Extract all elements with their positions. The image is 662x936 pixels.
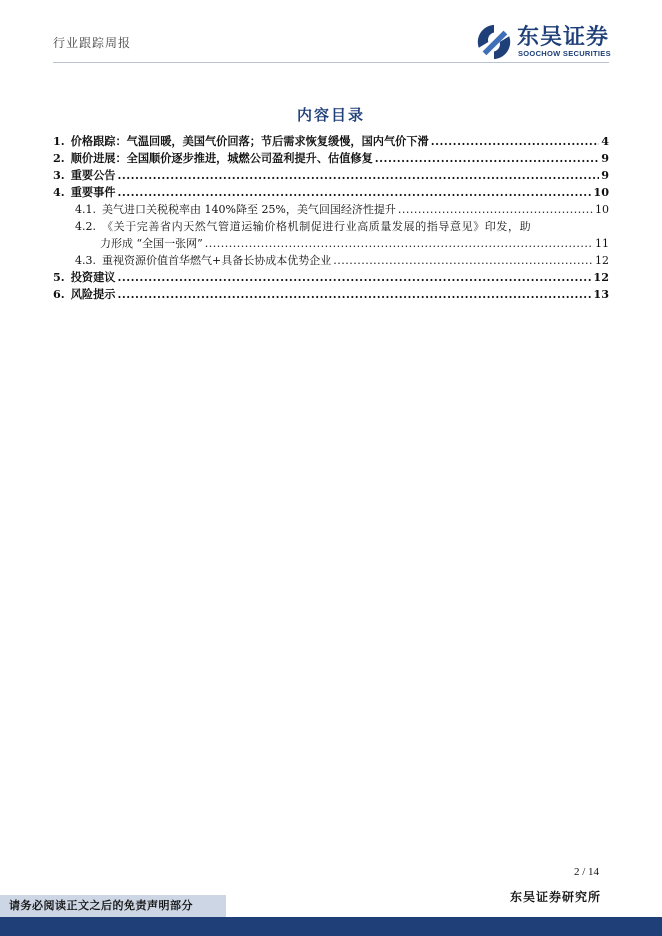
- disclaimer-notice: 请务必阅读正文之后的免责声明部分: [0, 895, 226, 917]
- brand-name-cn: 东吴证券: [517, 25, 610, 50]
- footer-bar: [0, 917, 662, 936]
- toc-entry[interactable]: [53, 150, 609, 167]
- toc-entry-number: 6.: [53, 287, 65, 301]
- toc-entry-page: 9: [601, 168, 609, 182]
- toc-leader-dots: [117, 286, 591, 303]
- brand-logo: [475, 22, 615, 64]
- toc-leader-dots: [398, 201, 593, 218]
- brand-name-en: SOOCHOW SECURITIES: [518, 49, 611, 58]
- toc-entry-text: 力形成 “全国一张网”: [100, 237, 203, 250]
- toc-entry-text: 投资建议: [70, 270, 116, 284]
- toc-entry-text: 价格跟踪：气温回暖，美国气价回落；节后需求恢复缓慢，国内气价下滑: [70, 134, 429, 148]
- toc-entry-page: 9: [601, 151, 609, 165]
- table-of-contents: [53, 133, 609, 303]
- toc-leader-dots: [117, 184, 591, 201]
- toc-title: 内容目录: [296, 106, 365, 124]
- toc-entry-number: 5.: [53, 270, 65, 284]
- toc-entry[interactable]: [53, 133, 609, 150]
- toc-entry-text: 顺价进展：全国顺价逐步推进，城燃公司盈利提升、估值修复: [70, 151, 373, 165]
- page-indicator: 2 / 14: [574, 866, 600, 878]
- soochow-logo-icon: [475, 23, 513, 61]
- toc-entry[interactable]: [53, 184, 609, 201]
- toc-subentry-continuation[interactable]: [53, 235, 609, 252]
- report-type-label: 行业跟踪周报: [53, 36, 132, 50]
- toc-entry-page: 12: [593, 270, 609, 284]
- toc-leader-dots: [205, 235, 593, 252]
- toc-leader-dots: [431, 133, 600, 150]
- toc-entry[interactable]: [53, 269, 609, 286]
- toc-subentry[interactable]: [53, 218, 609, 235]
- toc-leader-dots: [117, 167, 599, 184]
- header-divider: [53, 62, 609, 63]
- toc-entry[interactable]: [53, 286, 609, 303]
- toc-entry[interactable]: [53, 167, 609, 184]
- toc-entry-text: 重要事件: [70, 185, 116, 199]
- toc-entry-number: 4.2.: [75, 220, 96, 233]
- toc-entry-page: 4: [601, 134, 609, 148]
- toc-subentry[interactable]: [53, 252, 609, 269]
- toc-leader-dots: [375, 150, 599, 167]
- footer-firm-name: 东吴证券研究所: [510, 890, 602, 904]
- toc-entry-page: 10: [595, 203, 609, 216]
- toc-entry-number: 1.: [53, 134, 65, 148]
- toc-entry-text: 重要公告: [70, 168, 116, 182]
- toc-entry-number: 4.: [53, 185, 65, 199]
- toc-entry-page: 12: [595, 254, 609, 267]
- toc-entry-text: 重视资源价值首华燃气+具备长协成本优势企业: [102, 254, 332, 267]
- toc-leader-dots: [117, 269, 591, 286]
- toc-entry-text: 风险提示: [70, 287, 116, 301]
- toc-entry-text: 《关于完善省内天然气管道运输价格机制促进行业高质量发展的指导意见》印发，助: [102, 220, 532, 233]
- toc-subentry[interactable]: [53, 201, 609, 218]
- toc-entry-number: 2.: [53, 151, 65, 165]
- toc-entry-text: 美气进口关税税率由 140%降至 25%，美气回国经济性提升: [102, 203, 396, 216]
- toc-entry-number: 4.1.: [75, 203, 96, 216]
- toc-entry-page: 13: [593, 287, 609, 301]
- toc-entry-page: 11: [595, 237, 609, 250]
- toc-entry-page: 10: [593, 185, 609, 199]
- toc-leader-dots: [333, 252, 593, 269]
- toc-entry-number: 3.: [53, 168, 65, 182]
- toc-entry-number: 4.3.: [75, 254, 96, 267]
